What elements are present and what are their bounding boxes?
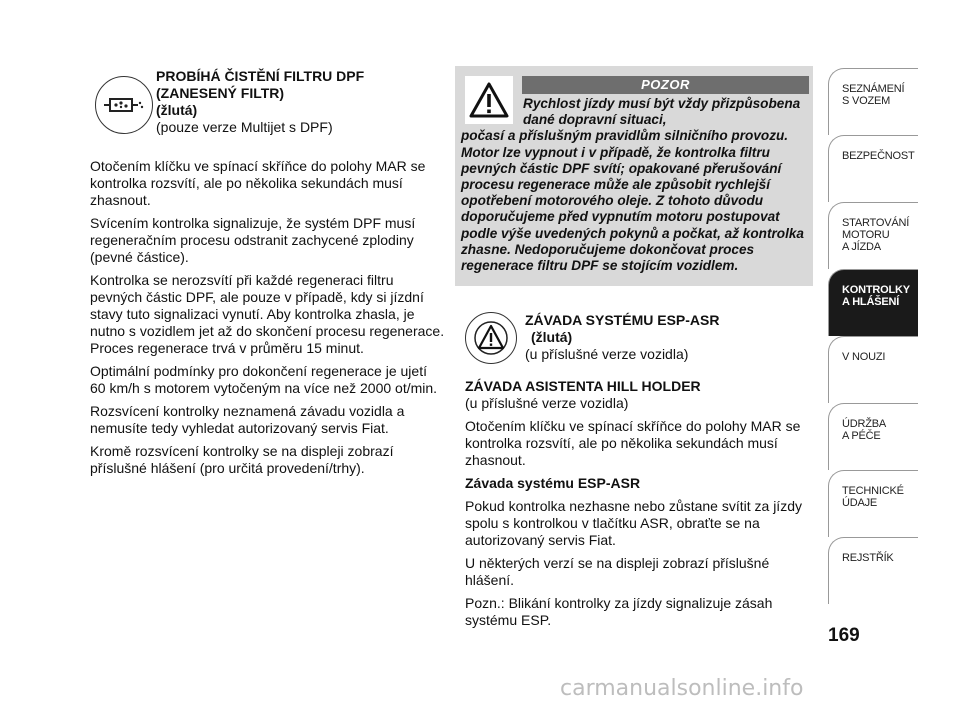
tab-rejstrik[interactable]	[828, 537, 918, 604]
hill-version-note: (u příslušné verze vozidla)	[465, 395, 629, 411]
warning-text-rest: počasí a příslušným pravidlům silničního provozu. Motor lze vypnout i v případě, že kontrolka filtru pevných částic DPF svítí; opakované přerušování procesu regenerace může ale způsobit rychlejší opotřebení motorového oleje. Z tohoto důvodu doporučujeme před vypnutím motoru postupovat podle výše uvedených pokynů a počkat, až kontrolka zhasne. Nedoporučujeme dokončovat proces regenerace filtru DPF se stojícím vozidlem.	[461, 128, 804, 274]
esp-fault-subhead: Závada systému ESP-ASR	[465, 475, 641, 491]
hill-holder-section	[465, 378, 815, 635]
page-number: 169	[828, 625, 860, 646]
watermark: carmanualsonline.info	[560, 676, 804, 701]
tab-bezpecnost[interactable]	[828, 135, 918, 202]
chapter-tabs	[828, 68, 918, 604]
dpf-paragraph: Kontrolka se nerozsvítí při každé regeneraci filtru pevných částic DPF, ale pouze v případě, kdy si jízdní stavy tuto signalizaci vynutí. Aby kontrolka zhasla, je nutno s vozidlem jet až do skončení procesu regenerace. Proces regenerace trvá v průměru 15 minut.	[90, 272, 445, 356]
warning-text-first: Rychlost jízdy musí být vždy přizpůsobena dané dopravní situaci,	[523, 96, 801, 128]
esp-version-note: (u příslušné verze vozidla)	[525, 346, 689, 362]
hill-title: ZÁVADA ASISTENTA HILL HOLDER	[465, 378, 701, 394]
hill-paragraph: U některých verzí se na displeji zobrazí příslušné hlášení.	[465, 555, 770, 588]
tab-label: STARTOVÁNÍ MOTORU A JÍZDA	[842, 217, 910, 253]
hill-paragraph: Pozn.: Blikání kontrolky za jízdy signalizuje zásah systému ESP.	[465, 595, 773, 628]
tab-udrzba[interactable]	[828, 403, 918, 470]
esp-heading	[525, 312, 815, 363]
dpf-paragraph: Kromě rozsvícení kontrolky se na displeji zobrazí příslušné hlášení (pro určitá provedení/trhy).	[90, 443, 394, 476]
tab-label: KONTROLKY A HLÁŠENÍ	[842, 284, 910, 308]
dpf-paragraph: Otočením klíčku ve spínací skříňce do polohy MAR se kontrolka rozsvítí, ale po několika sekundách musí zhasnout.	[90, 158, 426, 208]
tab-technicke[interactable]	[828, 470, 918, 537]
hill-paragraph: Otočením klíčku ve spínací skříňce do polohy MAR se kontrolka rozsvítí, ale po několika sekundách musí zhasnout.	[465, 418, 801, 468]
dpf-warning-icon	[95, 76, 153, 134]
esp-color-note: (žlutá)	[531, 329, 573, 345]
tab-label: V NOUZI	[842, 351, 886, 363]
dpf-title-line2: (ZANESENÝ FILTR)	[156, 85, 285, 101]
warning-text	[461, 96, 809, 274]
tab-label: BEZPEČNOST	[842, 150, 915, 162]
tab-label: REJSTŘÍK	[842, 552, 894, 564]
tab-kontrolky[interactable]	[828, 269, 918, 336]
esp-title: ZÁVADA SYSTÉMU ESP-ASR	[525, 312, 720, 328]
tab-seznameni[interactable]	[828, 68, 918, 135]
tab-startovani[interactable]	[828, 202, 918, 269]
dpf-paragraph: Optimální podmínky pro dokončení regenerace je ujetí 60 km/h s motorem vytočeným na více než 2000 ot/min.	[90, 363, 438, 396]
dpf-version-note: (pouze verze Multijet s DPF)	[156, 119, 333, 135]
dpf-heading	[156, 68, 446, 136]
dpf-paragraph: Svícením kontrolka signalizuje, že systém DPF musí regeneračním procesu odstranit zachycené zplodiny (pevné částice).	[90, 215, 416, 265]
warning-box	[455, 66, 813, 286]
tab-label: TECHNICKÉ ÚDAJE	[842, 485, 904, 509]
esp-warning-icon	[465, 312, 517, 364]
dpf-section	[90, 68, 445, 483]
dpf-paragraph: Rozsvícení kontrolky neznamená závadu vozidla a nemusíte tedy vyhledat autorizovaný servis Fiat.	[90, 403, 405, 436]
warning-label: POZOR	[522, 76, 809, 94]
dpf-header	[90, 68, 445, 158]
tab-v-nouzi[interactable]	[828, 336, 918, 403]
tab-label: ÚDRŽBA A PÉČE	[842, 418, 887, 442]
esp-section-header	[465, 312, 815, 374]
dpf-color-note: (žlutá)	[156, 102, 198, 118]
hill-paragraph: Pokud kontrolka nezhasne nebo zůstane svítit za jízdy spolu s kontrolkou v tlačítku ASR, obraťte se na autorizovaný servis Fiat.	[465, 498, 802, 548]
tab-label: SEZNÁMENÍ S VOZEM	[842, 83, 905, 107]
dpf-title-line1: PROBÍHÁ ČISTĚNÍ FILTRU DPF	[156, 68, 365, 84]
